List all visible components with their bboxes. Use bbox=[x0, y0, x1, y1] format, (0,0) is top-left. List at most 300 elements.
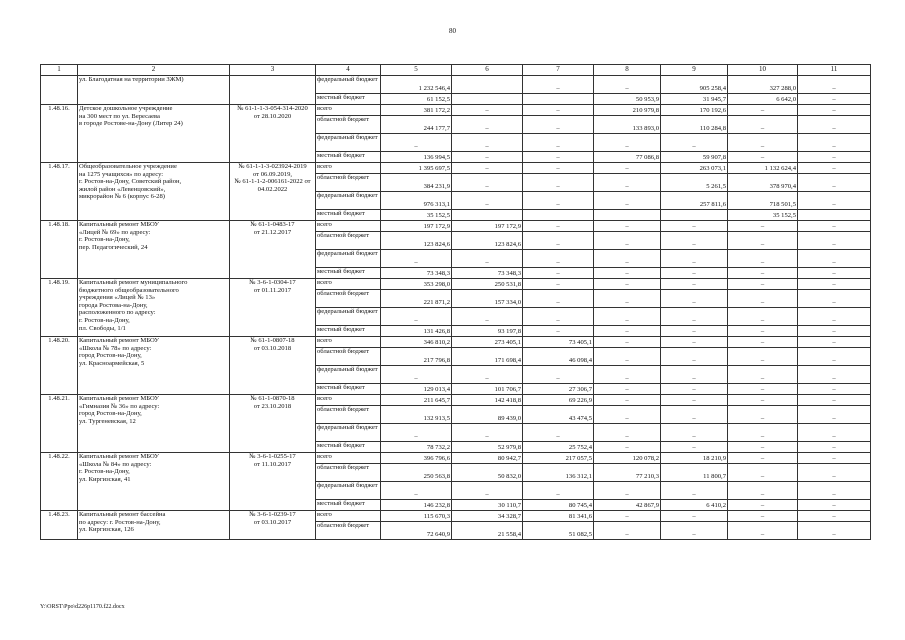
amount-cell: – bbox=[728, 366, 798, 384]
amount-cell: 197 172,9 bbox=[381, 221, 452, 232]
amount-cell: 221 871,2 bbox=[381, 290, 452, 308]
amount-cell: – bbox=[661, 250, 728, 268]
amount-cell: – bbox=[661, 384, 728, 395]
funding-source: всего bbox=[316, 105, 381, 116]
amount-cell: – bbox=[523, 308, 594, 326]
funding-source: областной бюджет bbox=[316, 348, 381, 366]
amount-cell: 1 395 697,5 bbox=[381, 163, 452, 174]
amount-cell: 73 348,3 bbox=[452, 268, 523, 279]
amount-cell: – bbox=[452, 163, 523, 174]
amount-cell bbox=[798, 210, 871, 221]
amount-cell: – bbox=[798, 308, 871, 326]
amount-cell: – bbox=[523, 192, 594, 210]
amount-cell: – bbox=[728, 221, 798, 232]
funding-source: местный бюджет bbox=[316, 94, 381, 105]
amount-cell: – bbox=[798, 268, 871, 279]
funding-source: всего bbox=[316, 163, 381, 174]
row-id: 1.48.16. bbox=[41, 105, 78, 163]
amount-cell: 327 288,0 bbox=[728, 76, 798, 94]
funding-source: областной бюджет bbox=[316, 406, 381, 424]
amount-cell: 101 706,7 bbox=[452, 384, 523, 395]
amount-cell: – bbox=[661, 348, 728, 366]
amount-cell: – bbox=[728, 116, 798, 134]
amount-cell: – bbox=[594, 424, 661, 442]
amount-cell: – bbox=[523, 116, 594, 134]
row-id: 1.48.21. bbox=[41, 395, 78, 453]
amount-cell: – bbox=[594, 384, 661, 395]
column-header: 9 bbox=[661, 65, 728, 76]
amount-cell: 378 970,4 bbox=[728, 174, 798, 192]
amount-cell: – bbox=[452, 424, 523, 442]
amount-cell: – bbox=[661, 290, 728, 308]
amount-cell: – bbox=[661, 279, 728, 290]
amount-cell: 905 258,4 bbox=[661, 76, 728, 94]
funding-source: всего bbox=[316, 453, 381, 464]
amount-cell bbox=[661, 210, 728, 221]
amount-cell bbox=[594, 210, 661, 221]
funding-source: всего bbox=[316, 511, 381, 522]
amount-cell: 976 313,1 bbox=[381, 192, 452, 210]
amount-cell: – bbox=[523, 152, 594, 163]
table-row bbox=[41, 163, 871, 174]
amount-cell: – bbox=[523, 221, 594, 232]
table-row bbox=[41, 76, 871, 94]
funding-source: федеральный бюджет bbox=[316, 192, 381, 210]
amount-cell: – bbox=[798, 384, 871, 395]
funding-source: федеральный бюджет bbox=[316, 250, 381, 268]
amount-cell: – bbox=[594, 522, 661, 540]
row-id: 1.48.22. bbox=[41, 453, 78, 511]
file-path: Y:\ORST\Ppo\d226p1170.f22.docx bbox=[40, 604, 125, 610]
amount-cell: – bbox=[594, 442, 661, 453]
funding-source: местный бюджет bbox=[316, 152, 381, 163]
amount-cell: – bbox=[728, 308, 798, 326]
amount-cell: – bbox=[523, 250, 594, 268]
amount-cell: – bbox=[728, 424, 798, 442]
amount-cell: – bbox=[523, 76, 594, 94]
amount-cell: 21 558,4 bbox=[452, 522, 523, 540]
amount-cell: – bbox=[594, 366, 661, 384]
amount-cell: – bbox=[523, 134, 594, 152]
amount-cell: 25 752,4 bbox=[523, 442, 594, 453]
amount-cell: – bbox=[381, 424, 452, 442]
amount-cell bbox=[523, 94, 594, 105]
amount-cell: 80 942,7 bbox=[452, 453, 523, 464]
amount-cell: 123 824,6 bbox=[381, 232, 452, 250]
amount-cell: – bbox=[798, 522, 871, 540]
amount-cell: – bbox=[661, 511, 728, 522]
column-header: 2 bbox=[78, 65, 230, 76]
row-id bbox=[41, 76, 78, 105]
table-row bbox=[41, 511, 871, 522]
funding-source: местный бюджет bbox=[316, 500, 381, 511]
amount-cell: 61 152,5 bbox=[381, 94, 452, 105]
amount-cell bbox=[523, 210, 594, 221]
object-name: Капитальный ремонт МБОУ «Школа № 78» по адресу: город Ростов-на-Дону, ул. Красноармейская, 5 bbox=[78, 337, 230, 395]
amount-cell: – bbox=[728, 348, 798, 366]
amount-cell: – bbox=[452, 366, 523, 384]
amount-cell: – bbox=[381, 366, 452, 384]
amount-cell: 5 261,5 bbox=[661, 174, 728, 192]
amount-cell: – bbox=[728, 511, 798, 522]
amount-cell: 51 082,5 bbox=[523, 522, 594, 540]
amount-cell: 211 645,7 bbox=[381, 395, 452, 406]
amount-cell: – bbox=[452, 250, 523, 268]
amount-cell: – bbox=[798, 511, 871, 522]
amount-cell: 30 110,7 bbox=[452, 500, 523, 511]
amount-cell: – bbox=[523, 268, 594, 279]
amount-cell: – bbox=[728, 500, 798, 511]
amount-cell: 59 907,8 bbox=[661, 152, 728, 163]
amount-cell: 123 824,6 bbox=[452, 232, 523, 250]
amount-cell: 136 994,5 bbox=[381, 152, 452, 163]
amount-cell: – bbox=[661, 221, 728, 232]
funding-source: местный бюджет bbox=[316, 384, 381, 395]
amount-cell: 142 418,8 bbox=[452, 395, 523, 406]
amount-cell: – bbox=[728, 232, 798, 250]
amount-cell: – bbox=[523, 163, 594, 174]
funding-source: местный бюджет bbox=[316, 442, 381, 453]
amount-cell: – bbox=[728, 250, 798, 268]
funding-source: областной бюджет bbox=[316, 116, 381, 134]
funding-source: местный бюджет bbox=[316, 210, 381, 221]
amount-cell: 384 231,9 bbox=[381, 174, 452, 192]
amount-cell: 157 334,0 bbox=[452, 290, 523, 308]
funding-source: областной бюджет bbox=[316, 232, 381, 250]
amount-cell: – bbox=[798, 395, 871, 406]
table-row bbox=[41, 453, 871, 464]
amount-cell: – bbox=[661, 522, 728, 540]
amount-cell: – bbox=[728, 290, 798, 308]
amount-cell: – bbox=[594, 511, 661, 522]
amount-cell: 250 563,8 bbox=[381, 464, 452, 482]
amount-cell: – bbox=[594, 76, 661, 94]
document-ref: № 3-6-1-0304-17 от 01.11.2017 bbox=[230, 279, 316, 337]
document-ref: № 61-1-0807-18 от 03.10.2018 bbox=[230, 337, 316, 395]
amount-cell: 35 152,5 bbox=[728, 210, 798, 221]
document-ref: № 61-1-0483-17 от 21.12.2017 bbox=[230, 221, 316, 279]
column-header: 8 bbox=[594, 65, 661, 76]
amount-cell: 73 348,3 bbox=[381, 268, 452, 279]
amount-cell: 81 341,6 bbox=[523, 511, 594, 522]
amount-cell: – bbox=[594, 279, 661, 290]
funding-source: федеральный бюджет bbox=[316, 482, 381, 500]
amount-cell: 353 298,0 bbox=[381, 279, 452, 290]
table-body bbox=[41, 76, 871, 540]
amount-cell: – bbox=[661, 395, 728, 406]
amount-cell: – bbox=[523, 279, 594, 290]
document-ref bbox=[230, 76, 316, 105]
amount-cell: – bbox=[452, 308, 523, 326]
funding-source: местный бюджет bbox=[316, 268, 381, 279]
amount-cell: – bbox=[661, 134, 728, 152]
funding-source: всего bbox=[316, 221, 381, 232]
amount-cell: 250 531,8 bbox=[452, 279, 523, 290]
amount-cell: – bbox=[661, 482, 728, 500]
amount-cell: 72 640,9 bbox=[381, 522, 452, 540]
amount-cell: – bbox=[798, 337, 871, 348]
row-id: 1.48.19. bbox=[41, 279, 78, 337]
amount-cell: – bbox=[798, 290, 871, 308]
amount-cell: – bbox=[594, 337, 661, 348]
column-header: 7 bbox=[523, 65, 594, 76]
funding-source: всего bbox=[316, 279, 381, 290]
amount-cell: 197 172,9 bbox=[452, 221, 523, 232]
amount-cell: – bbox=[452, 105, 523, 116]
amount-cell: – bbox=[798, 326, 871, 337]
amount-cell: 50 832,0 bbox=[452, 464, 523, 482]
amount-cell: – bbox=[594, 326, 661, 337]
table-row bbox=[41, 337, 871, 348]
amount-cell: – bbox=[523, 424, 594, 442]
amount-cell: – bbox=[452, 192, 523, 210]
amount-cell: – bbox=[798, 221, 871, 232]
amount-cell: – bbox=[523, 326, 594, 337]
amount-cell: – bbox=[661, 268, 728, 279]
amount-cell: – bbox=[798, 105, 871, 116]
amount-cell: 110 284,8 bbox=[661, 116, 728, 134]
amount-cell: 11 800,7 bbox=[661, 464, 728, 482]
funding-source: федеральный бюджет bbox=[316, 76, 381, 94]
amount-cell: – bbox=[798, 134, 871, 152]
document-ref: № 3-6-1-0255-17 от 11.10.2017 bbox=[230, 453, 316, 511]
amount-cell: 718 501,5 bbox=[728, 192, 798, 210]
amount-cell: – bbox=[661, 366, 728, 384]
amount-cell: – bbox=[798, 453, 871, 464]
amount-cell bbox=[452, 94, 523, 105]
funding-source: областной бюджет bbox=[316, 290, 381, 308]
amount-cell: – bbox=[728, 406, 798, 424]
amount-cell: – bbox=[594, 232, 661, 250]
amount-cell: – bbox=[594, 348, 661, 366]
table-row bbox=[41, 395, 871, 406]
amount-cell: – bbox=[381, 134, 452, 152]
amount-cell: 46 098,4 bbox=[523, 348, 594, 366]
amount-cell: 381 172,2 bbox=[381, 105, 452, 116]
amount-cell: 42 867,9 bbox=[594, 500, 661, 511]
amount-cell: – bbox=[798, 250, 871, 268]
amount-cell: – bbox=[728, 453, 798, 464]
amount-cell: – bbox=[728, 268, 798, 279]
funding-source: местный бюджет bbox=[316, 326, 381, 337]
amount-cell: – bbox=[728, 105, 798, 116]
amount-cell: 131 426,8 bbox=[381, 326, 452, 337]
amount-cell: 77 086,8 bbox=[594, 152, 661, 163]
funding-source: областной бюджет bbox=[316, 174, 381, 192]
amount-cell: – bbox=[661, 326, 728, 337]
column-header: 3 bbox=[230, 65, 316, 76]
amount-cell: – bbox=[594, 250, 661, 268]
amount-cell: 146 232,8 bbox=[381, 500, 452, 511]
budget-table bbox=[40, 64, 871, 540]
amount-cell: – bbox=[798, 482, 871, 500]
funding-source: федеральный бюджет bbox=[316, 424, 381, 442]
column-header: 1 bbox=[41, 65, 78, 76]
amount-cell: – bbox=[523, 482, 594, 500]
amount-cell: – bbox=[381, 482, 452, 500]
table-row bbox=[41, 221, 871, 232]
amount-cell: – bbox=[594, 268, 661, 279]
amount-cell: 69 226,9 bbox=[523, 395, 594, 406]
amount-cell: 210 979,8 bbox=[594, 105, 661, 116]
amount-cell: 31 945,7 bbox=[661, 94, 728, 105]
amount-cell: 77 210,3 bbox=[594, 464, 661, 482]
amount-cell: – bbox=[661, 406, 728, 424]
amount-cell: 273 405,1 bbox=[452, 337, 523, 348]
amount-cell: 133 893,0 bbox=[594, 116, 661, 134]
amount-cell: – bbox=[798, 163, 871, 174]
amount-cell: – bbox=[452, 482, 523, 500]
object-name: Общеобразовательное учреждение на 1275 учащихся» по адресу: г. Ростов-на-Дону, Советский район, жилой район «Левенцовский», микрорайон № 6 (корпус 6-28) bbox=[78, 163, 230, 221]
amount-cell: 132 913,5 bbox=[381, 406, 452, 424]
funding-source: федеральный бюджет bbox=[316, 134, 381, 152]
amount-cell: 396 796,6 bbox=[381, 453, 452, 464]
amount-cell: – bbox=[798, 348, 871, 366]
amount-cell: 257 811,6 bbox=[661, 192, 728, 210]
column-header: 11 bbox=[798, 65, 871, 76]
row-id: 1.48.17. bbox=[41, 163, 78, 221]
row-id: 1.48.20. bbox=[41, 337, 78, 395]
amount-cell: 80 745,4 bbox=[523, 500, 594, 511]
amount-cell: 18 210,9 bbox=[661, 453, 728, 464]
table-row bbox=[41, 105, 871, 116]
amount-cell: – bbox=[594, 395, 661, 406]
amount-cell: 73 405,1 bbox=[523, 337, 594, 348]
amount-cell: – bbox=[594, 174, 661, 192]
amount-cell: – bbox=[452, 174, 523, 192]
amount-cell: 244 177,7 bbox=[381, 116, 452, 134]
amount-cell bbox=[452, 76, 523, 94]
amount-cell: 115 670,3 bbox=[381, 511, 452, 522]
amount-cell: – bbox=[661, 337, 728, 348]
amount-cell: – bbox=[594, 134, 661, 152]
column-header: 5 bbox=[381, 65, 452, 76]
amount-cell: – bbox=[661, 232, 728, 250]
amount-cell: – bbox=[728, 384, 798, 395]
amount-cell: – bbox=[523, 290, 594, 308]
amount-cell: – bbox=[798, 192, 871, 210]
amount-cell: 35 152,5 bbox=[381, 210, 452, 221]
amount-cell: – bbox=[594, 290, 661, 308]
row-id: 1.48.23. bbox=[41, 511, 78, 540]
amount-cell: – bbox=[728, 337, 798, 348]
amount-cell: 217 796,8 bbox=[381, 348, 452, 366]
amount-cell: – bbox=[728, 134, 798, 152]
amount-cell: – bbox=[728, 395, 798, 406]
amount-cell: – bbox=[798, 232, 871, 250]
amount-cell: 129 013,4 bbox=[381, 384, 452, 395]
amount-cell: – bbox=[381, 250, 452, 268]
document-ref: № 61-1-0870-18 от 23.10.2018 bbox=[230, 395, 316, 453]
amount-cell: 50 953,9 bbox=[594, 94, 661, 105]
column-header: 4 bbox=[316, 65, 381, 76]
funding-source: областной бюджет bbox=[316, 522, 381, 540]
amount-cell: – bbox=[523, 232, 594, 250]
object-name: Капитальный ремонт муниципального бюджетного общеобразовательного учреждения «Лицей № 13» города Ростова-на-Дону, расположенного по адресу: г. Ростов-на-Дону, пл. Свободы, 1/1 bbox=[78, 279, 230, 337]
amount-cell: 89 439,0 bbox=[452, 406, 523, 424]
funding-source: всего bbox=[316, 337, 381, 348]
amount-cell: – bbox=[452, 116, 523, 134]
amount-cell: 6 642,0 bbox=[728, 94, 798, 105]
amount-cell: – bbox=[523, 366, 594, 384]
amount-cell: 52 979,8 bbox=[452, 442, 523, 453]
amount-cell: – bbox=[452, 152, 523, 163]
amount-cell: – bbox=[798, 406, 871, 424]
amount-cell: – bbox=[728, 279, 798, 290]
funding-source: федеральный бюджет bbox=[316, 366, 381, 384]
amount-cell: – bbox=[798, 116, 871, 134]
amount-cell: – bbox=[594, 406, 661, 424]
column-header: 10 bbox=[728, 65, 798, 76]
object-name: Детское дошкольное учреждение на 300 мест по ул. Вересаева в городе Ростове-на-Дону (Литер 24) bbox=[78, 105, 230, 163]
amount-cell: – bbox=[728, 326, 798, 337]
header-row bbox=[41, 65, 871, 76]
amount-cell: 120 078,2 bbox=[594, 453, 661, 464]
amount-cell: 27 306,7 bbox=[523, 384, 594, 395]
amount-cell: 136 312,1 bbox=[523, 464, 594, 482]
funding-source: всего bbox=[316, 395, 381, 406]
amount-cell: – bbox=[798, 174, 871, 192]
object-name: Капитальный ремонт МБОУ «Школа № 84» по адресу: г. Ростов-на-Дону, ул. Киргизская, 41 bbox=[78, 453, 230, 511]
amount-cell: – bbox=[798, 366, 871, 384]
column-header: 6 bbox=[452, 65, 523, 76]
document-ref: № 3-6-1-0239-17 от 03.10.2017 bbox=[230, 511, 316, 540]
amount-cell: – bbox=[594, 482, 661, 500]
amount-cell: – bbox=[523, 174, 594, 192]
amount-cell: – bbox=[661, 308, 728, 326]
amount-cell: – bbox=[798, 464, 871, 482]
amount-cell: – bbox=[728, 442, 798, 453]
amount-cell: – bbox=[728, 464, 798, 482]
row-id: 1.48.18. bbox=[41, 221, 78, 279]
page-number: 80 bbox=[449, 27, 456, 35]
amount-cell: – bbox=[798, 424, 871, 442]
funding-source: федеральный бюджет bbox=[316, 308, 381, 326]
amount-cell: – bbox=[798, 76, 871, 94]
amount-cell: – bbox=[798, 94, 871, 105]
amount-cell: – bbox=[728, 522, 798, 540]
amount-cell: – bbox=[452, 134, 523, 152]
object-name: Капитальный ремонт бассейна по адресу: г. Ростов-на-Дону, ул. Киргизская, 126 bbox=[78, 511, 230, 540]
amount-cell: – bbox=[594, 308, 661, 326]
amount-cell: 171 698,4 bbox=[452, 348, 523, 366]
amount-cell: – bbox=[798, 442, 871, 453]
amount-cell: – bbox=[594, 163, 661, 174]
amount-cell: 1 232 546,4 bbox=[381, 76, 452, 94]
amount-cell: 93 197,8 bbox=[452, 326, 523, 337]
amount-cell: – bbox=[798, 279, 871, 290]
amount-cell: 346 810,2 bbox=[381, 337, 452, 348]
amount-cell bbox=[452, 210, 523, 221]
table-row bbox=[41, 279, 871, 290]
amount-cell: – bbox=[523, 105, 594, 116]
amount-cell: 217 057,5 bbox=[523, 453, 594, 464]
funding-source: областной бюджет bbox=[316, 464, 381, 482]
amount-cell: – bbox=[594, 192, 661, 210]
amount-cell: 6 410,2 bbox=[661, 500, 728, 511]
document-ref: № 61-1-1-3-023924-2019 от 06.09.2019, № 61-1-1-2-006161-2022 от 04.02.2022 bbox=[230, 163, 316, 221]
amount-cell: 170 192,6 bbox=[661, 105, 728, 116]
amount-cell: – bbox=[728, 152, 798, 163]
amount-cell: – bbox=[728, 482, 798, 500]
object-name: Капитальный ремонт МБОУ «Лицей № 69» по адресу: г. Ростов-на-Дону, пер. Педагогический, 24 bbox=[78, 221, 230, 279]
amount-cell: – bbox=[381, 308, 452, 326]
amount-cell: 78 732,2 bbox=[381, 442, 452, 453]
document-ref: № 61-1-1-3-054-314-2020 от 28.10.2020 bbox=[230, 105, 316, 163]
amount-cell: 263 073,1 bbox=[661, 163, 728, 174]
amount-cell: – bbox=[661, 442, 728, 453]
object-name: Капитальный ремонт МБОУ «Гимназия № 36» по адресу: город Ростов-на-Дону, ул. Тургеневская, 12 bbox=[78, 395, 230, 453]
